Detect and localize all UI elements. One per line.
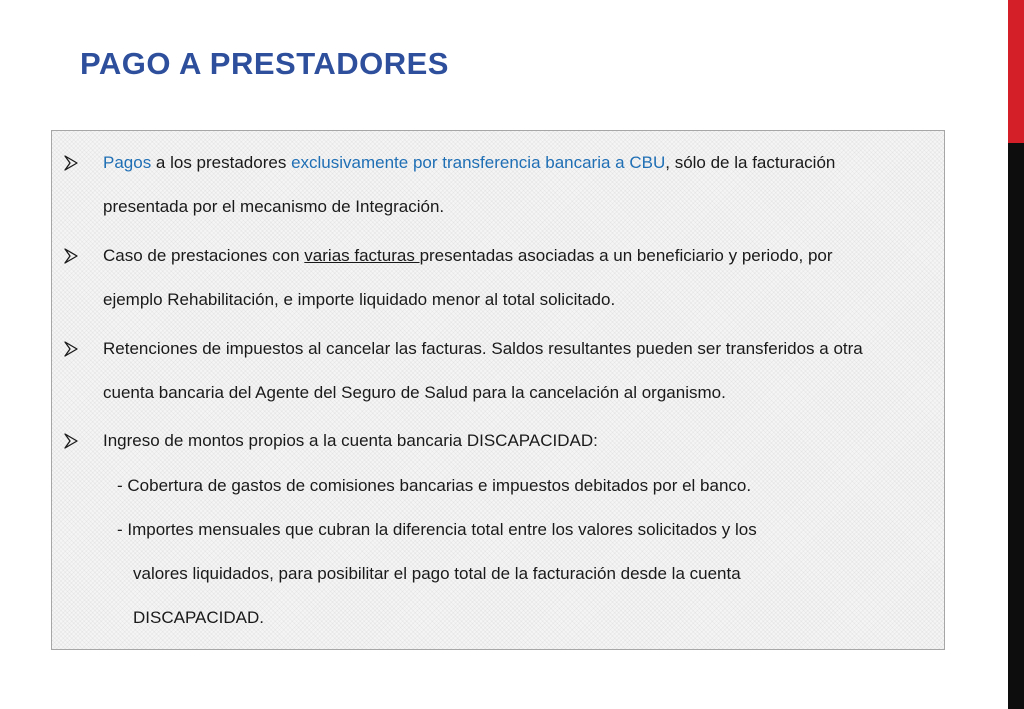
bullet-2-text-c: presentadas asociadas a un beneficiario y periodo, por	[419, 246, 833, 265]
arrow-bullet-icon	[62, 153, 80, 173]
bullet-1-line-2: presentada por el mecanismo de Integración.	[103, 197, 445, 216]
sub-item-2-line-3: DISCAPACIDAD.	[133, 608, 264, 627]
bullet-2-line-2: ejemplo Rehabilitación, e importe liquidado menor al total solicitado.	[103, 290, 616, 309]
varias-facturas-underlined: varias facturas	[304, 246, 420, 265]
bullet-3-line-1: Retenciones de impuestos al cancelar las facturas. Saldos resultantes pueden ser transferidos a otra	[103, 339, 863, 358]
sub-item-2-line-1: - Importes mensuales que cubran la diferencia total entre los valores solicitados y los	[117, 520, 757, 539]
sub-item-2-line-2: valores liquidados, para posibilitar el pago total de la facturación desde la cuenta	[133, 564, 741, 583]
accent-bar-black	[1008, 143, 1024, 709]
cbu-highlight-text: exclusivamente por transferencia bancaria a CBU	[291, 153, 666, 172]
accent-bar-red	[1008, 0, 1024, 143]
arrow-bullet-icon	[62, 246, 80, 266]
bullet-2-line-1	[103, 246, 833, 266]
bullet-1-line-1	[103, 153, 835, 173]
bullet-3-line-2: cuenta bancaria del Agente del Seguro de Salud para la cancelación al organismo.	[103, 383, 726, 402]
bullet-1-text-d: , sólo de la facturación	[665, 153, 836, 172]
pagos-text: Pagos	[103, 153, 152, 172]
sub-item-1: - Cobertura de gastos de comisiones bancarias e impuestos debitados por el banco.	[117, 476, 752, 495]
arrow-bullet-icon	[62, 431, 80, 451]
bullet-1-text-b: a los prestadores	[151, 153, 292, 172]
arrow-bullet-icon	[62, 339, 80, 359]
bullet-2-text-a: Caso de prestaciones con	[103, 246, 305, 265]
slide-title: PAGO A PRESTADORES	[80, 46, 449, 81]
bullet-4-line-1: Ingreso de montos propios a la cuenta bancaria DISCAPACIDAD:	[103, 431, 598, 450]
